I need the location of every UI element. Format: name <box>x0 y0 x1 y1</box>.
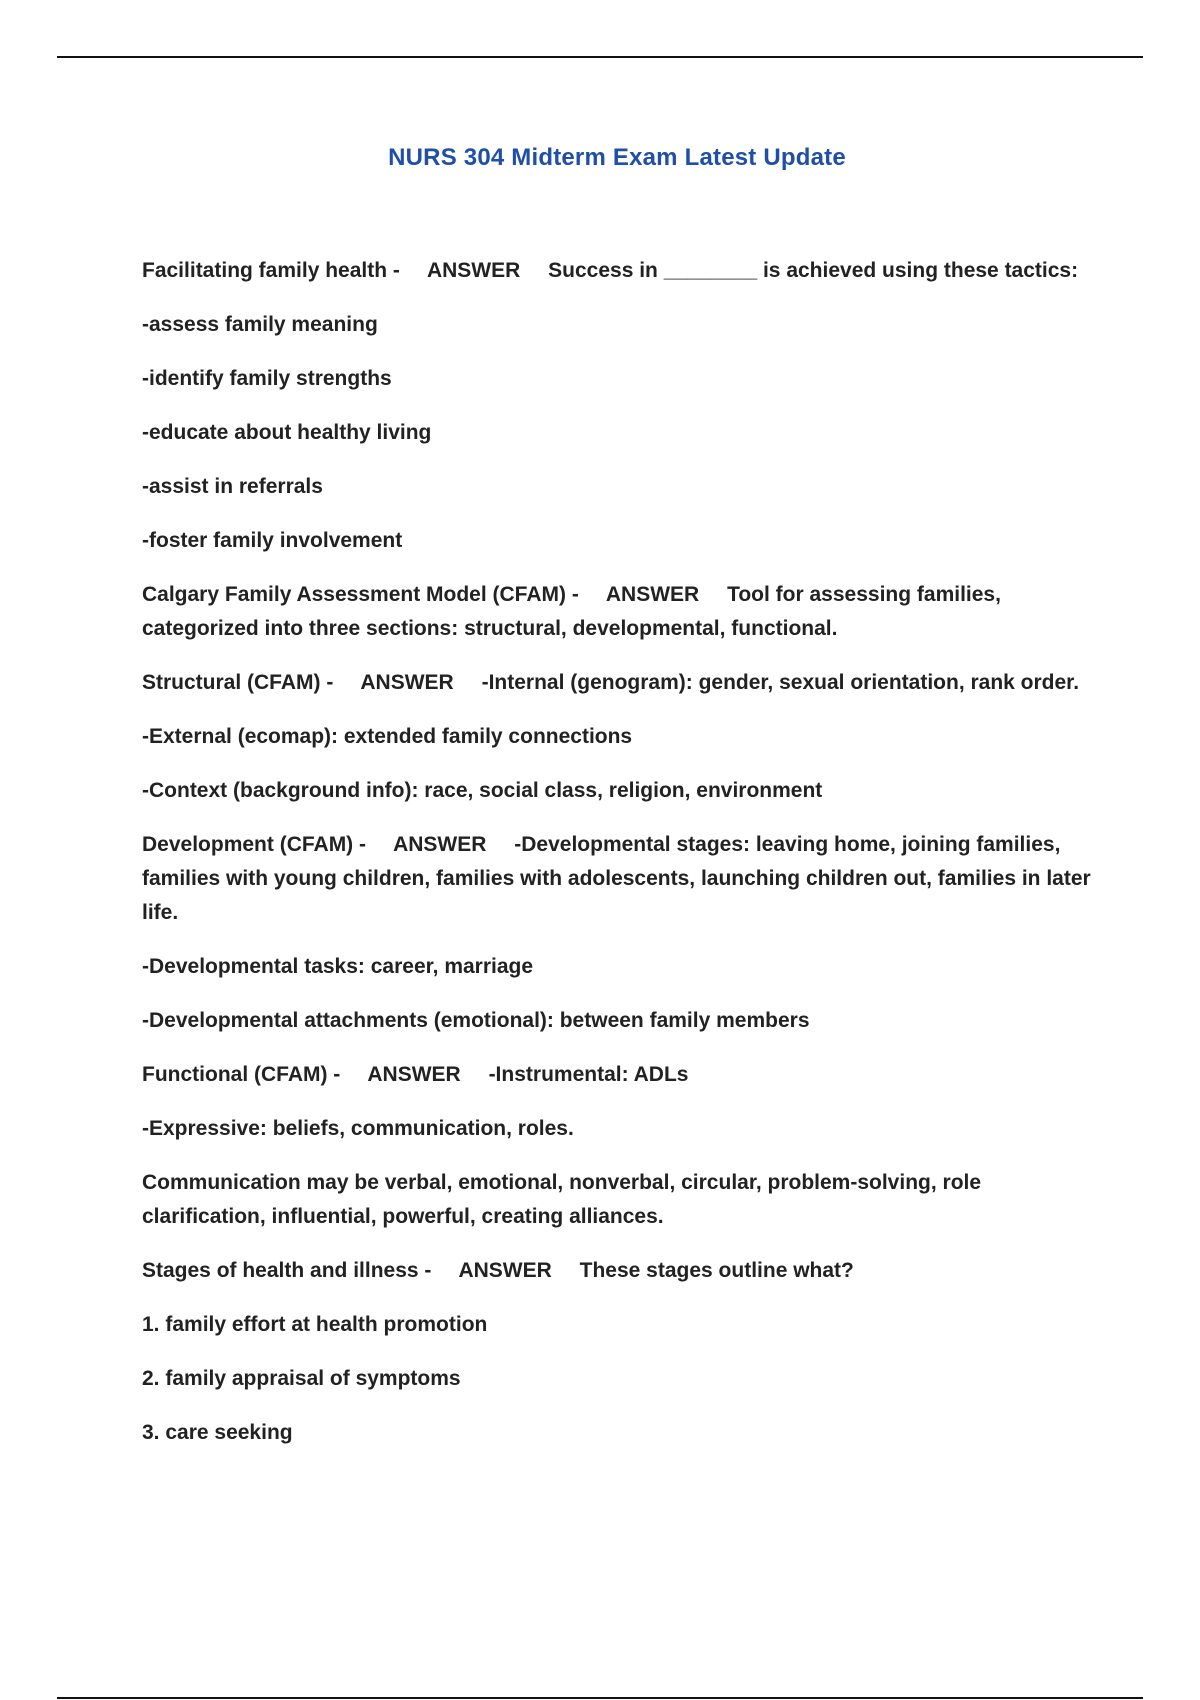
entry-term: Stages of health and illness - <box>142 1259 432 1282</box>
entry-term: Calgary Family Assessment Model (CFAM) - <box>142 583 579 606</box>
entry-text: -Instrumental: ADLs <box>488 1063 689 1086</box>
list-item: 1. family effort at health promotion <box>142 1313 488 1336</box>
entry-text: Tool for assessing families, categorized into three sections: structural, developmental, functional. <box>142 583 1001 640</box>
list-item: -Developmental attachments (emotional): between family members <box>142 1009 810 1032</box>
list-item: -Context (background info): race, social class, religion, environment <box>142 779 823 802</box>
answer-label: ANSWER <box>605 583 700 606</box>
list-item: -foster family involvement <box>142 529 403 552</box>
list-item: -assist in referrals <box>142 475 323 498</box>
entry-term: Structural (CFAM) - <box>142 671 334 694</box>
list-item: -External (ecomap): extended family connections <box>142 725 633 748</box>
entry-cfam <box>142 578 1092 646</box>
answer-label: ANSWER <box>426 259 521 282</box>
list-item: -identify family strengths <box>142 367 392 390</box>
list-item: -Developmental tasks: career, marriage <box>142 955 534 978</box>
list-item: -Expressive: beliefs, communication, roles. <box>142 1117 574 1140</box>
entry-stages-of-health <box>142 1254 1092 1288</box>
list-item: 2. family appraisal of symptoms <box>142 1367 461 1390</box>
entry-text: -Developmental stages: leaving home, joining families, families with young children, families with adolescents, launching children out, families in later life. <box>142 833 1091 924</box>
entry-term: Functional (CFAM) - <box>142 1063 341 1086</box>
entry-text: -Internal (genogram): gender, sexual orientation, rank order. <box>481 671 1080 694</box>
answer-label: ANSWER <box>367 1063 461 1086</box>
entry-development <box>142 828 1092 930</box>
entry-functional <box>142 1058 1092 1092</box>
bottom-rule <box>57 1697 1143 1699</box>
list-item: -assess family meaning <box>142 313 378 336</box>
list-item: 3. care seeking <box>142 1421 293 1444</box>
entry-text: Success in ________ is achieved using these tactics: <box>548 259 1079 282</box>
document-body <box>142 254 1092 1470</box>
document-title: NURS 304 Midterm Exam Latest Update <box>388 144 846 171</box>
entry-text: These stages outline what? <box>579 1259 854 1282</box>
answer-label: ANSWER <box>393 833 487 856</box>
entry-term: Development (CFAM) - <box>142 833 367 856</box>
entry-term: Facilitating family health - <box>142 259 400 282</box>
answer-label: ANSWER <box>458 1259 552 1282</box>
paragraph: Communication may be verbal, emotional, nonverbal, circular, problem-solving, role clarification, influential, powerful, creating alliances. <box>142 1171 982 1228</box>
top-rule <box>57 56 1143 58</box>
entry-structural <box>142 666 1092 700</box>
list-item: -educate about healthy living <box>142 421 432 444</box>
entry-facilitating-family-health <box>142 254 1092 288</box>
answer-label: ANSWER <box>360 671 454 694</box>
